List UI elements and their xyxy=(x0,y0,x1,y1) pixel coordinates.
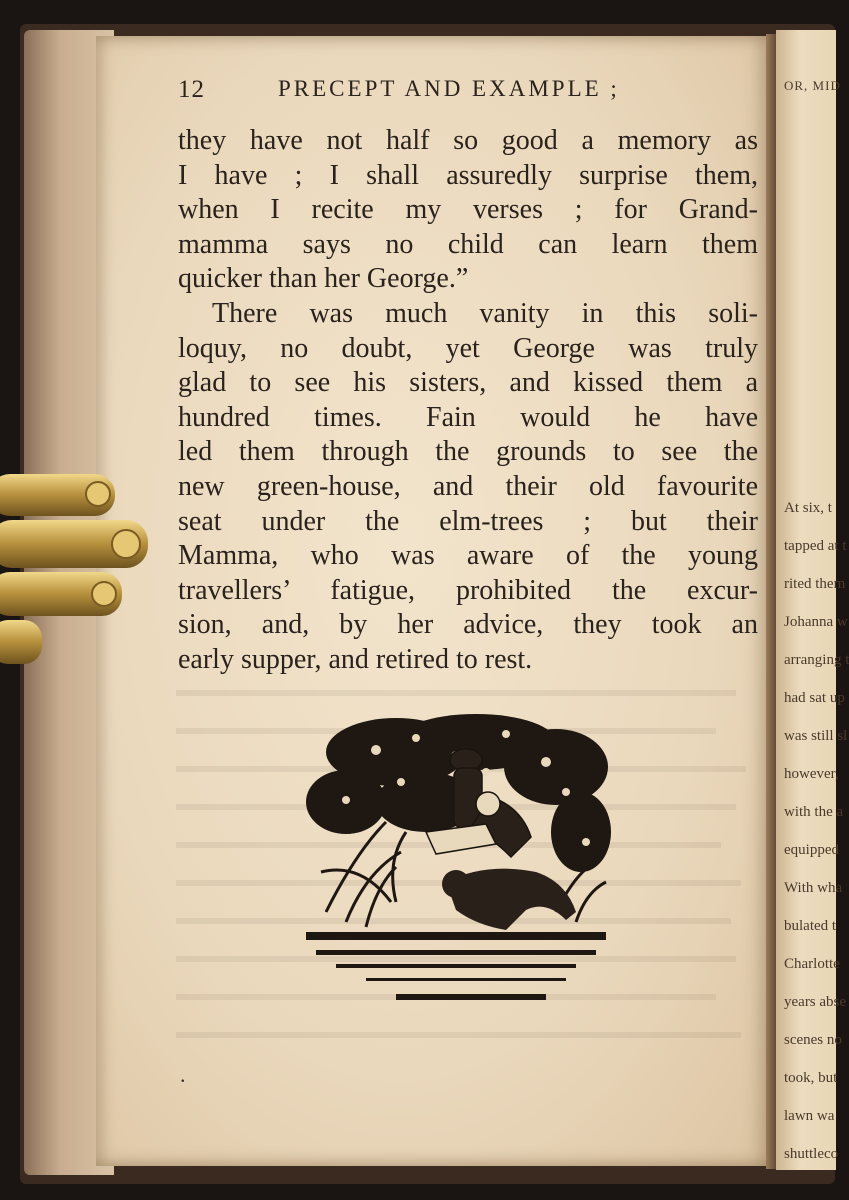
facing-page-line: arranging t xyxy=(784,652,849,668)
text-line: loquy, no doubt, yet George was truly xyxy=(178,332,758,364)
text-line: travellers’ fatigue, prohibited the excur- xyxy=(178,574,758,606)
facing-page-line: tapped at t xyxy=(784,538,847,554)
text-line: they have not half so good a memory as xyxy=(178,125,758,156)
text-line: led them through the grounds to see the xyxy=(178,436,758,468)
text-line: mamma says no child can learn them xyxy=(178,228,758,260)
facing-page-line: Johanna w xyxy=(784,614,848,630)
facing-page-line: rited them xyxy=(784,576,846,592)
text-line: seat under the elm-trees ; but their xyxy=(178,505,758,537)
text-line: Mamma, who was aware of the young xyxy=(178,540,758,572)
footer-mark: . xyxy=(180,1062,186,1087)
facing-page-line: had sat up xyxy=(784,690,845,706)
facing-page xyxy=(776,30,849,1170)
text-line: hundred times. Fain would he have xyxy=(178,401,758,433)
text-line: quicker than her George.” xyxy=(178,263,469,295)
facing-page-line: scenes no xyxy=(784,1032,842,1048)
text-line: There was much vanity in this soli- xyxy=(212,297,758,329)
facing-page-line: lawn wa xyxy=(784,1108,835,1124)
text-line: sion, and, by her advice, they took an xyxy=(178,609,758,641)
facing-page-line: At six, t xyxy=(784,500,832,516)
text-line: I have ; I shall assuredly surprise them, xyxy=(178,159,758,191)
facing-page-line: With wha xyxy=(784,880,843,896)
facing-page-line: took, but xyxy=(784,1070,838,1086)
facing-page-line: was still sl xyxy=(784,728,848,744)
woodcut-illustration xyxy=(306,712,614,1012)
facing-page-line: years abse xyxy=(784,994,847,1010)
brass-page-holder xyxy=(0,468,150,678)
body-text xyxy=(178,124,758,678)
text-line: early supper, and retired to rest. xyxy=(178,643,533,675)
page-number: 12 xyxy=(178,76,205,103)
text-line: glad to see his sisters, and kissed them a xyxy=(178,367,758,399)
facing-page-line: equipped xyxy=(784,842,839,858)
running-head: PRECEPT AND EXAMPLE ; xyxy=(278,76,620,101)
text-line: when I recite my verses ; for Grand- xyxy=(178,194,758,226)
facing-page-line: Charlotte xyxy=(784,956,840,972)
page-header xyxy=(178,76,658,106)
text-line: new green-house, and their old favourite xyxy=(178,470,758,502)
facing-page-line: however, xyxy=(784,766,839,782)
facing-page-header: OR, MID xyxy=(784,78,841,93)
facing-page-line: shuttleco xyxy=(784,1146,839,1162)
facing-page-line: with the a xyxy=(784,804,844,820)
facing-page-line: bulated t xyxy=(784,918,837,934)
